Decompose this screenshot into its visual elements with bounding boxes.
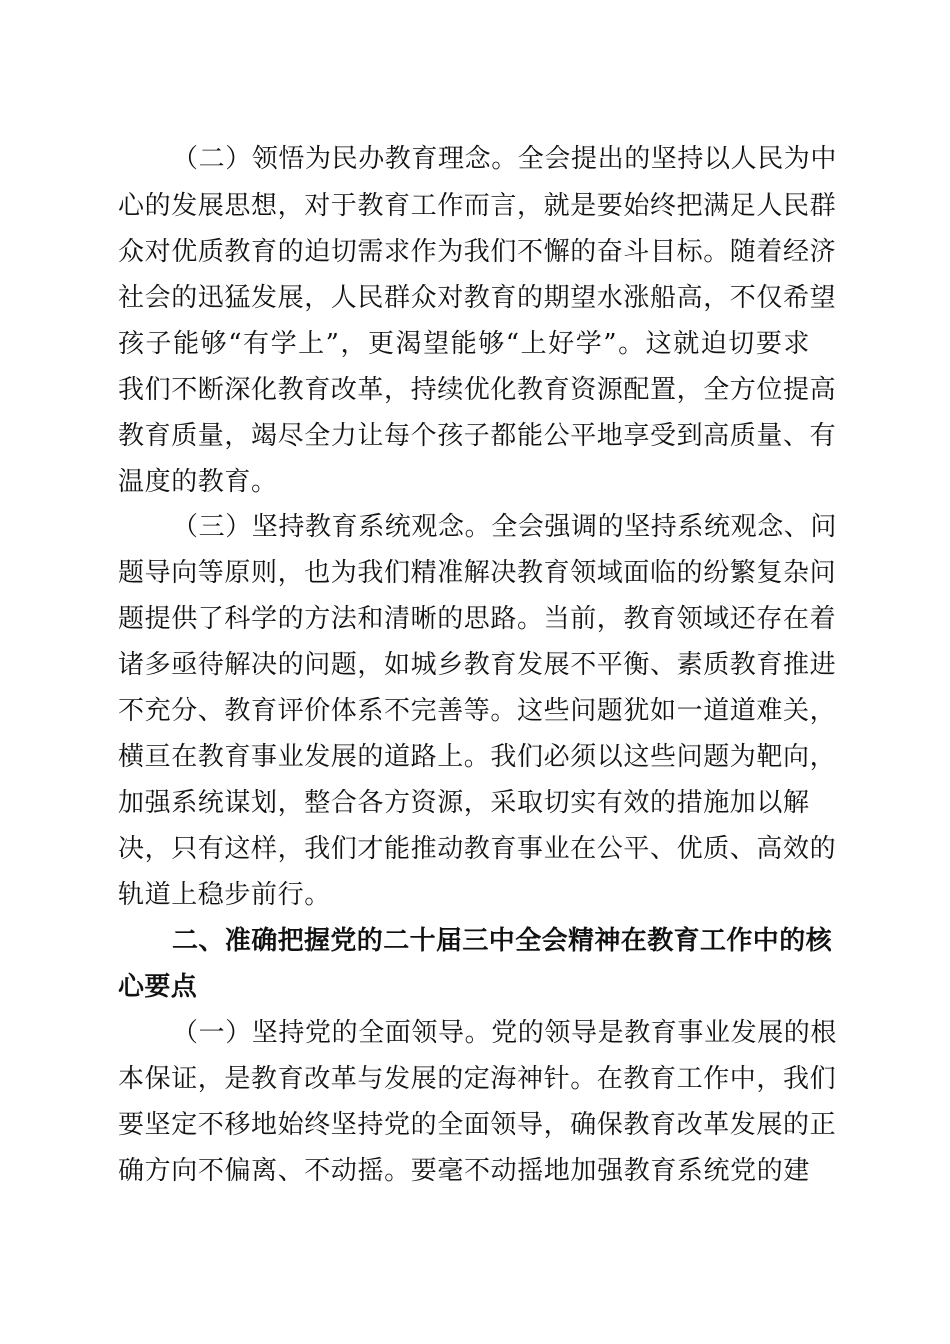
paragraph-line: 孩子能够“有学上”，更渴望能够“上好学”。这就迫切要求 [118, 329, 810, 359]
paragraph-line: （一）坚持党的全面领导。党的领导是教育事业发展的根 [172, 1018, 838, 1048]
paragraph-line: 加强系统谋划，整合各方资源，采取切实有效的措施加以解 [118, 788, 810, 818]
paragraph-line: 确方向不偏离、不动摇。要毫不动摇地加强教育系统党的建 [118, 1156, 810, 1186]
section-heading: 心要点 [118, 972, 198, 1002]
section-heading: 二、准确把握党的二十届三中全会精神在教育工作中的核 [172, 926, 833, 956]
paragraph-line: （三）坚持教育系统观念。全会强调的坚持系统观念、问 [172, 512, 838, 542]
paragraph-line: 众对优质教育的迫切需求作为我们不懈的奋斗目标。随着经济 [118, 237, 837, 267]
paragraph-line: 社会的迅猛发展，人民群众对教育的期望水涨船高，不仅希望 [118, 283, 837, 313]
paragraph-line: 横亘在教育事业发展的道路上。我们必须以这些问题为靶向， [118, 742, 837, 772]
paragraph-line: 题提供了科学的方法和清晰的思路。当前，教育领域还存在着 [118, 604, 837, 634]
paragraph-line: 我们不断深化教育改革，持续优化教育资源配置，全方位提高 [118, 375, 837, 405]
paragraph-line: 决，只有这样，我们才能推动教育事业在公平、优质、高效的 [118, 834, 837, 864]
paragraph-line: 本保证，是教育改革与发展的定海神针。在教育工作中，我们 [118, 1064, 837, 1094]
paragraph-line: 不充分、教育评价体系不完善等。这些问题犹如一道道难关， [118, 696, 837, 726]
paragraph-line: 轨道上稳步前行。 [118, 880, 331, 910]
paragraph-line: 温度的教育。 [118, 467, 278, 497]
paragraph-line: 要坚定不移地始终坚持党的全面领导，确保教育改革发展的正 [118, 1110, 837, 1140]
paragraph-line: 心的发展思想，对于教育工作而言，就是要始终把满足人民群 [118, 191, 837, 221]
paragraph-line: 教育质量，竭尽全力让每个孩子都能公平地享受到高质量、有 [118, 421, 837, 451]
paragraph-line: 诸多亟待解决的问题，如城乡教育发展不平衡、素质教育推进 [118, 650, 837, 680]
paragraph-line: 题导向等原则，也为我们精准解决教育领域面临的纷繁复杂问 [118, 558, 837, 588]
paragraph-line: （二）领悟为民办教育理念。全会提出的坚持以人民为中 [172, 144, 838, 174]
